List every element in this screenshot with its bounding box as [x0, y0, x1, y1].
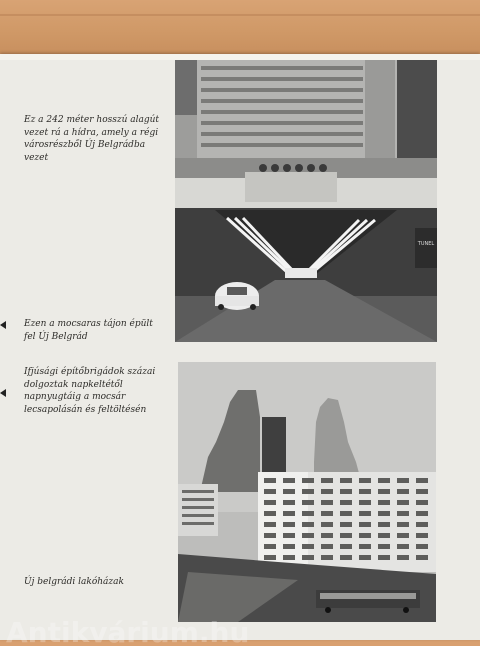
- left-pointer-arrow-icon: [0, 389, 6, 397]
- caption-youth-brigades: Ifjúsági építőbrigádok százai dolgoztak napkeltétől napnyugtáig a mocsár lecsapolásán és feltöltésén: [24, 367, 156, 415]
- watermark-text: Antikvárium.hu: [6, 616, 250, 646]
- caption-apartment-blocks: Új belgrádi lakóházak: [24, 577, 124, 587]
- caption-tunnel: Ez a 242 méter hosszú alagút vezet rá a hídra, amely a régi városrészből Új Belgrádba vezet: [24, 115, 160, 163]
- watermark-logo: [4, 612, 474, 646]
- caption-swamp: Ezen a mocsaras tájon épült fel Új Belgrád: [24, 319, 153, 342]
- tunnel-sign-text: TUNEL: [417, 241, 435, 247]
- wooden-table-background: [0, 0, 480, 62]
- photo-apartment-blocks: [178, 362, 436, 622]
- photo-tunnel-entrance: [175, 60, 437, 342]
- left-pointer-arrow-icon: [0, 321, 6, 329]
